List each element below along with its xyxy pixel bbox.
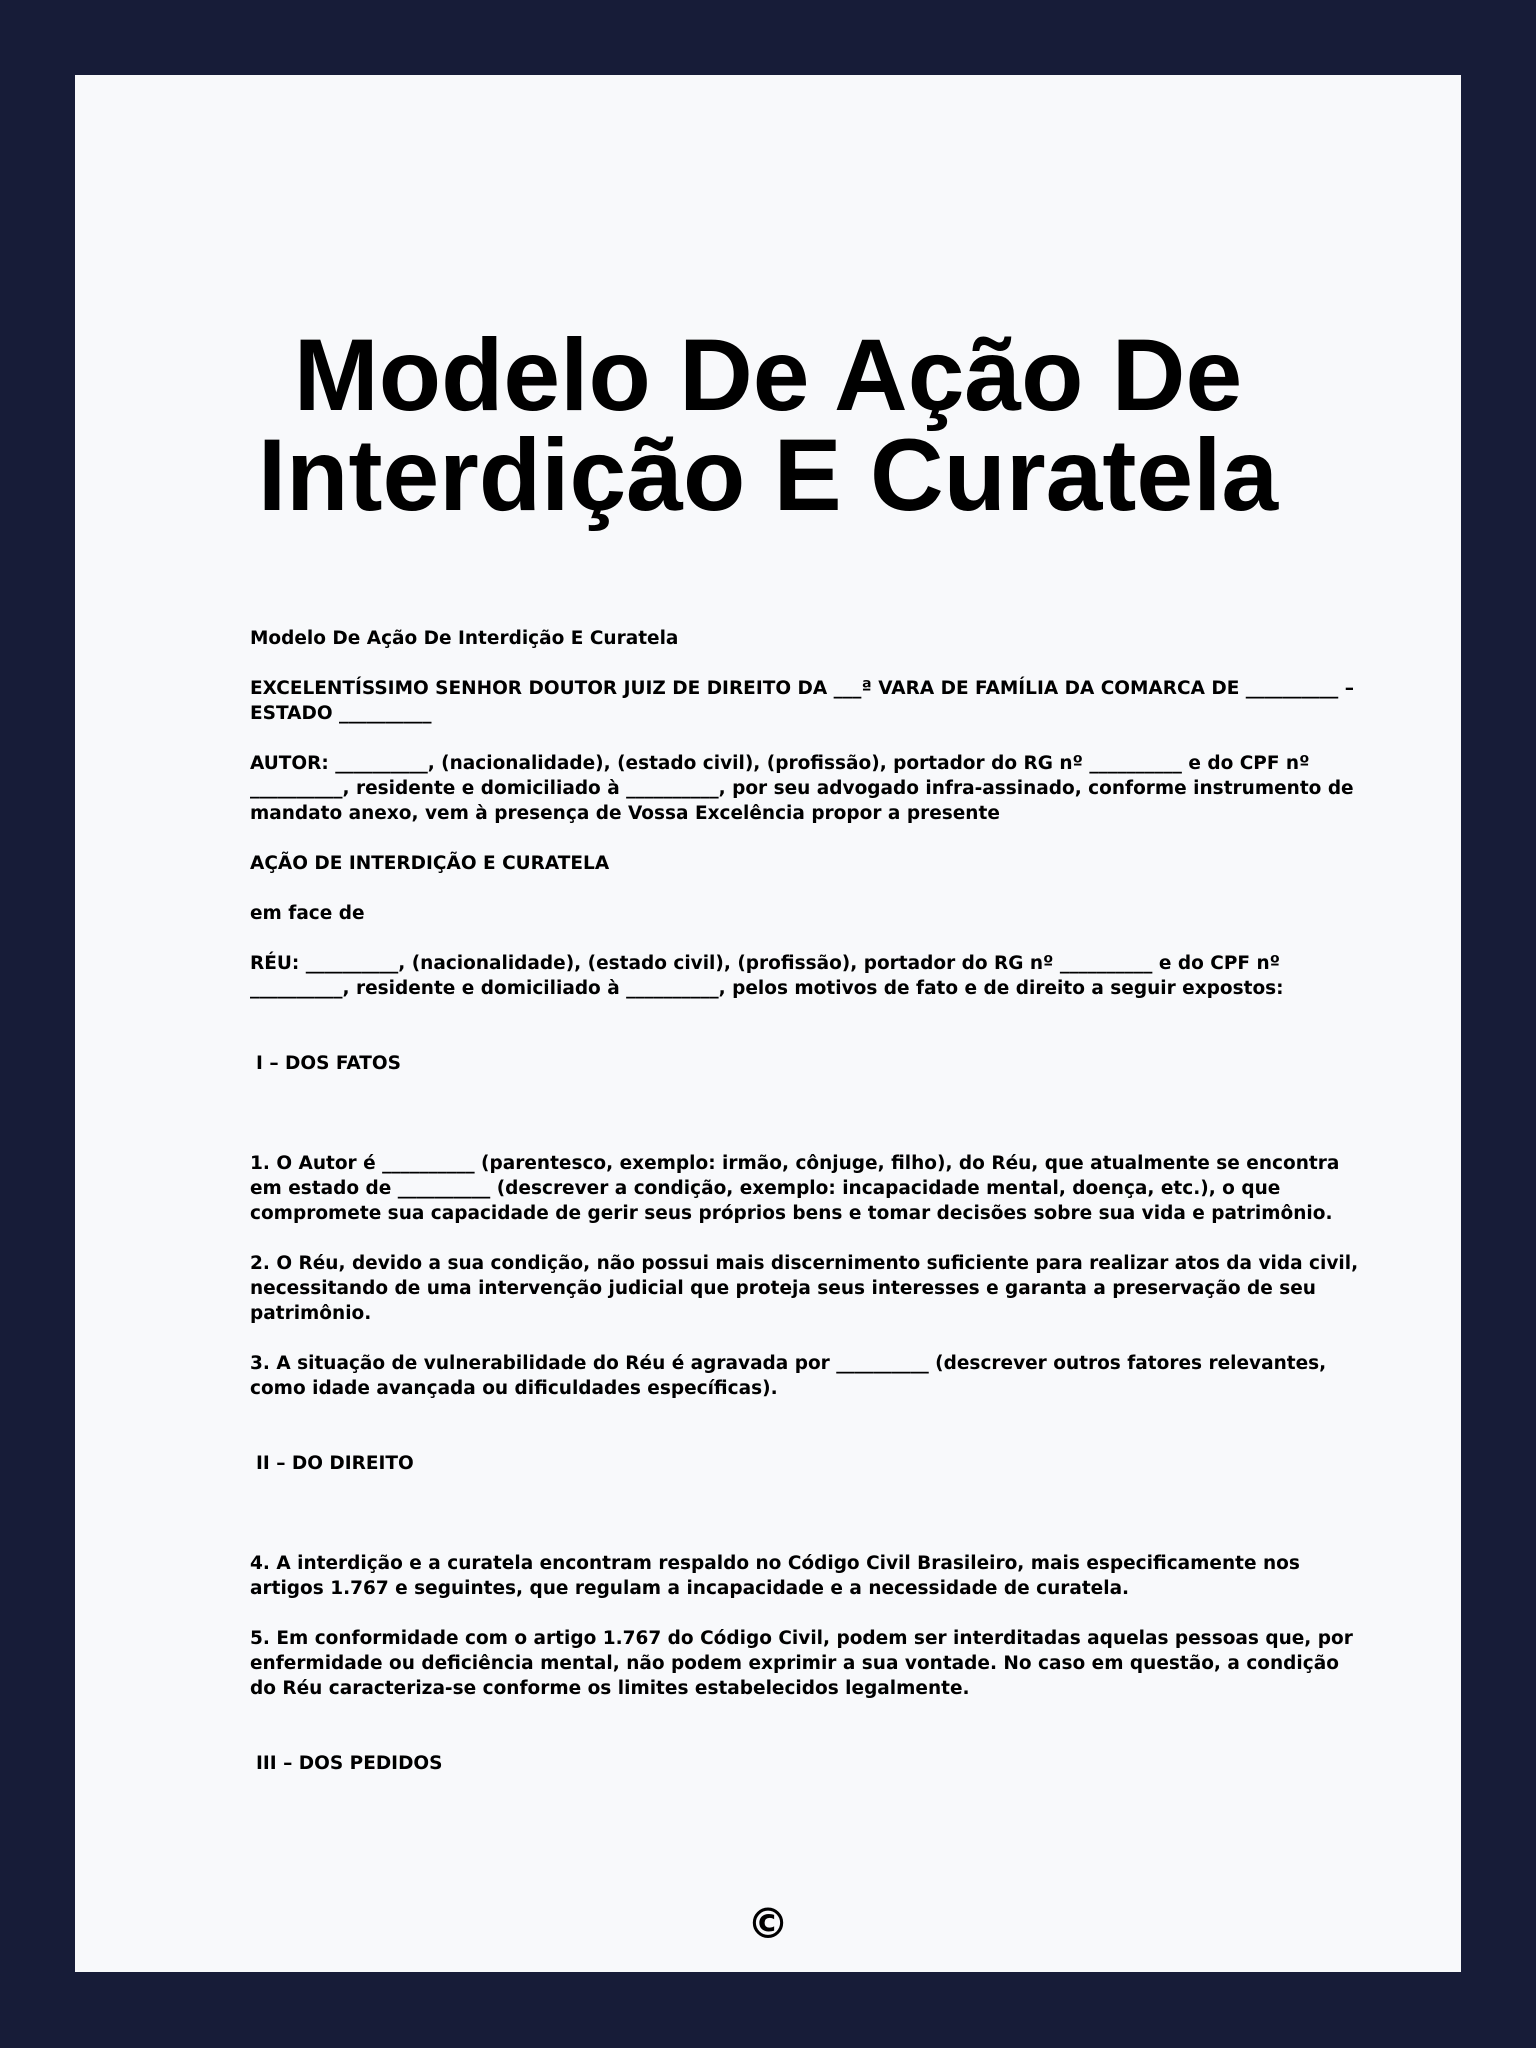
section-heading-direito: II – DO DIREITO [256,1453,414,1474]
reu-paragraph: RÉU: __________, (nacionalidade), (estado civil), (profissão), portador do RG nº __________ e do CPF nº __________, residente e domiciliado à __________, pelos motivos de fato e de direito a seguir expostos: [250,953,1284,999]
item-2-paragraph: 2. O Réu, devido a sua condição, não possui mais discernimento suficiente para realizar atos da vida civil, necessitando de uma intervenção judicial que proteja seus interesses e garanta a preservação de seu patrimônio. [250,1253,1359,1324]
title-line-1: Modelo De Ação De [293,318,1243,432]
document-title [75,318,1461,532]
item-5-paragraph: 5. Em conformidade com o artigo 1.767 do Código Civil, podem ser interditadas aquelas pessoas que, por enfermidade ou deficiência mental, não podem exprimir a sua vontade. No caso em questão, a condição do Réu caracteriza-se conforme os limites estabelecidos legalmente. [250,1628,1353,1699]
document-page [75,75,1461,1972]
autor-paragraph: AUTOR: __________, (nacionalidade), (estado civil), (profissão), portador do RG nº __________ e do CPF nº __________, residente e domiciliado à __________, por seu advogado infra-assinado, conforme instrumento de mandato anexo, vem à presença de Vossa Excelência propor a presente [250,753,1354,824]
item-4-paragraph: 4. A interdição e a curatela encontram respaldo no Código Civil Brasileiro, mais especificamente nos artigos 1.767 e seguintes, que regulam a incapacidade e a necessidade de curatela. [250,1553,1300,1599]
document-subtitle: Modelo De Ação De Interdição E Curatela [250,628,679,649]
title-line-2: Interdição E Curatela [257,418,1279,532]
copyright-icon: © [747,1899,789,1948]
action-name: AÇÃO DE INTERDIÇÃO E CURATELA [250,853,610,874]
document-body [250,626,1360,1851]
section-heading-pedidos: III – DOS PEDIDOS [256,1753,443,1774]
item-3-paragraph: 3. A situação de vulnerabilidade do Réu é agravada por __________ (descrever outros fatores relevantes, como idade avançada ou dificuldades específicas). [250,1353,1327,1399]
em-face-de: em face de [250,903,365,924]
addressee-paragraph: EXCELENTÍSSIMO SENHOR DOUTOR JUIZ DE DIREITO DA ___ª VARA DE FAMÍLIA DA COMARCA DE __________ – ESTADO __________ [250,678,1354,724]
item-1-paragraph: 1. O Autor é __________ (parentesco, exemplo: irmão, cônjuge, filho), do Réu, que atualmente se encontra em estado de __________ (descrever a condição, exemplo: incapacidade mental, doença, etc.), o que compromete sua capacidade de gerir seus próprios bens e tomar decisões sobre sua vida e patrimônio. [250,1153,1340,1224]
section-heading-fatos: I – DOS FATOS [256,1053,401,1074]
